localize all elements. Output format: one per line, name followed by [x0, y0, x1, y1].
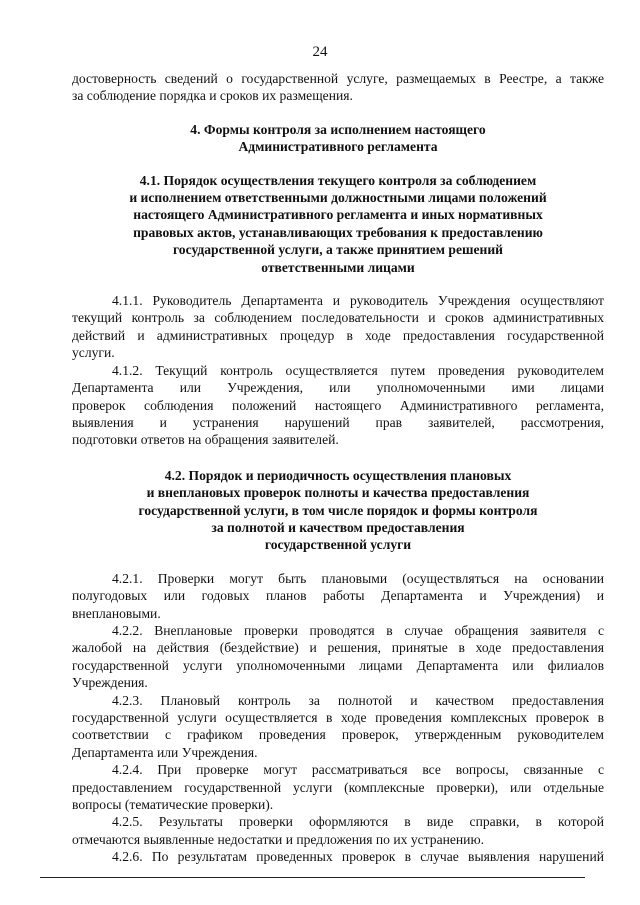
text-line: вопросы (тематические проверки).	[72, 797, 274, 813]
text-line: проверок соблюдения положений настоящего Административного регламента,	[72, 397, 604, 413]
heading-line: государственной услуги	[264, 537, 412, 553]
text-line: услуги.	[72, 345, 115, 361]
text-line: жалобой на действия (бездействие) и решения, принятые в ходе предоставления	[72, 640, 604, 656]
paragraph-4-2-5	[72, 813, 604, 848]
text-line: отмечаются выявленные недостатки и предложения по их устранению.	[72, 831, 485, 847]
text-line: предоставлением государственной услуги (комплексные проверки), или отдельные	[72, 779, 604, 795]
text-line: за соблюдение порядка и сроков их размещения.	[72, 88, 353, 104]
text-line: 4.1.2. Текущий контроль осуществляется путем проведения руководителем	[112, 362, 604, 378]
heading-line: ответственными лицами	[261, 259, 415, 275]
heading-line: 4. Формы контроля за исполнением настоящего	[190, 121, 486, 137]
section-4-heading	[72, 121, 604, 156]
paragraph-4-2-1	[72, 570, 604, 622]
paragraph-4-1-2	[72, 362, 604, 449]
text-line: внеплановыми.	[72, 605, 161, 621]
heading-line: правовых актов, устанавливающих требования к предоставлению	[133, 224, 543, 240]
heading-line: 4.1. Порядок осуществления текущего контроля за соблюдением	[139, 172, 537, 188]
section-4-2-heading	[72, 467, 604, 554]
text-line: 4.2.2. Внеплановые проверки проводятся в случае обращения заявителя с	[112, 622, 604, 638]
text-line: 4.2.5. Результаты проверки оформляются в виде справки, в которой	[112, 814, 604, 830]
text-line: текущий контроль за соблюдением последовательности и сроков административных	[72, 310, 604, 326]
heading-line: за полнотой и качеством предоставления	[211, 519, 465, 535]
heading-line: и исполнением ответственными должностными лицами положений	[129, 190, 547, 206]
text-line: достоверность сведений о государственной услуге, размещаемых в Реестре, а также	[72, 71, 604, 86]
text-line: 4.2.3. Плановый контроль за полнотой и качеством предоставления	[112, 692, 604, 708]
text-line: государственной услуги уполномоченными лицами Департамента или филиалов	[72, 657, 604, 673]
page-number: 24	[312, 44, 328, 60]
heading-line: государственной услуги, а также принятием решений	[172, 242, 504, 258]
text-line: Департамента или Учреждения, или уполномоченными ими лицами	[72, 380, 604, 396]
paragraph-4-2-4	[72, 761, 604, 813]
text-line: Департамента или Учреждения.	[72, 744, 258, 760]
heading-line: Административного регламента	[238, 139, 438, 155]
paragraph-4-2-6	[72, 848, 604, 865]
heading-line: и внеплановых проверок полноты и качества предоставления	[146, 485, 530, 501]
paragraph-4-2-2	[72, 622, 604, 692]
heading-line: государственной услуги, в том числе порядок и формы контроля	[138, 502, 538, 518]
text-line: 4.1.1. Руководитель Департамента и руководитель Учреждения осуществляют	[112, 293, 604, 309]
text-line: подготовки ответов на обращения заявителей.	[72, 432, 339, 448]
paragraph-4-1-1	[72, 292, 604, 362]
text-line: 4.2.4. При проверке могут рассматриваться все вопросы, связанные с	[112, 762, 604, 778]
heading-line: настоящего Административного регламента и иных нормативных	[133, 207, 543, 223]
text-line: 4.2.1. Проверки могут быть плановыми (осуществляться на основании	[112, 570, 604, 586]
text-line: Учреждения.	[72, 675, 148, 691]
paragraph-4-2-3	[72, 692, 604, 762]
text-line: выявления и устранения нарушений прав заявителей, рассмотрения,	[72, 414, 604, 430]
footer-rule	[40, 877, 585, 878]
continuation-paragraph	[72, 70, 604, 105]
text-line: соответствии с графиком проведения проверок, утвержденным руководителем	[72, 727, 604, 743]
text-line: действий и административных процедур в ходе предоставления государственной	[72, 327, 604, 343]
text-line: 4.2.6. По результатам проведенных проверок в случае выявления нарушений	[112, 849, 604, 865]
page-content	[72, 70, 604, 866]
heading-line: 4.2. Порядок и периодичность осуществления плановых	[164, 467, 512, 483]
section-4-1-heading	[72, 172, 604, 276]
text-line: государственной услуги осуществляется в ходе проведения комплексных проверок в	[72, 710, 604, 725]
text-line: полугодовых или годовых планов работы Департамента и Учреждения) и	[72, 588, 604, 604]
